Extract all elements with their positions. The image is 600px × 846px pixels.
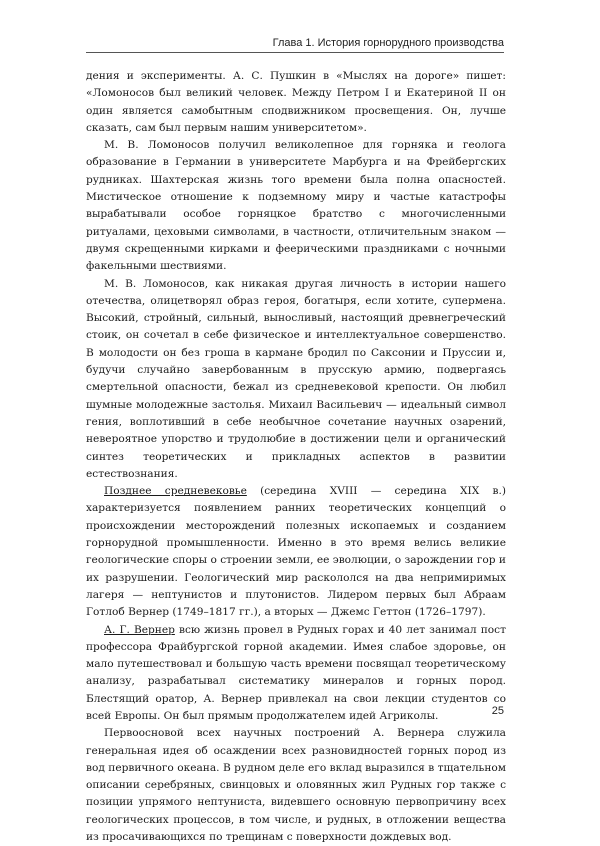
- body-text: [86, 68, 506, 846]
- running-head: [0, 0, 600, 50]
- werner-name-term: А. Г. Вернер: [104, 623, 175, 636]
- paragraph-6: Первоосновой всех научных построений А. Вернера служила генеральная идея об осаждении всех разновидностей горных пород из вод первичного океана. В рудном деле его вклад выразился в тщательном описании серебряных, свинцовых и оловянных жил Рудных гор также с позиции упрямого нептуниста, видевшего основную первопричину всех геологических процессов, в том числе, и рудных, в отложении вещества из просачивающихся по трещинам с поверхности дождевых вод.: [86, 727, 506, 844]
- paragraph-5: [86, 622, 506, 726]
- paragraph-5-text: всю жизнь провел в Рудных горах и 40 лет занимал пост профессора Фрайбургской горной академии. Имея слабое здоровье, он мало путешествовал и большую часть времени посвящал теоретическому анализу, разрабатывал систематику минералов и горных пород. Блестящий оратор, А. Вернер привлекал на свои лекции студентов со всей Европы. Он был прямым продолжателем идей Агриколы.: [86, 623, 506, 722]
- chapter-running-title: Глава 1. История горнорудного производства: [272, 37, 504, 49]
- page-number: 25: [491, 705, 504, 717]
- paragraph-1: дения и эксперименты. А. С. Пушкин в «Мыслях на дороге» пишет: «Ломоносов был великий человек. Между Петром I и Екатериной II он один является самобытным сподвижником просвещения. Он, лучше сказать, сам был первым нашим университетом».: [86, 70, 506, 134]
- paragraph-2: М. В. Ломоносов получил великолепное для горняка и геолога образование в Германии в университете Марбурга и на Фрейбергских рудниках. Шахтерская жизнь того времени была полна опасностей. Мистическое отношение к подземному миру и частые катастрофы вырабатывали особое горняцкое братство с многочисленными ритуалами, цеховыми символами, в частности, отличительным знаком — двумя скрещенными кирками и феерическими праздниками с ночными факельными шествиями.: [86, 139, 506, 273]
- paragraph-4-text: (середина XVIII — середина XIX в.) характеризуется появлением ранних теоретических концепций о происхождении месторождений полезных ископаемых и созданием горнорудной промышленности. Именно в это время велись великие геологические споры о строении земли, ее эволюции, о зарождении гор и их разрушении. Геологический мир раскололся на два непримиримых лагеря — нептунистов и плутонистов. Лидером первых был Абраам Готлоб Вернер (1749–1817 гг.), а вторых — Джемс Геттон (1726–1797).: [86, 485, 506, 619]
- header-rule: [86, 52, 504, 53]
- paragraph-4: [86, 483, 506, 621]
- late-middle-ages-term: Позднее средневековье: [104, 485, 247, 498]
- paragraph-3: М. В. Ломоносов, как никакая другая личность в истории нашего отечества, олицетворял образ героя, богатыря, если хотите, супермена. Высокий, стройный, сильный, выносливый, настоящий древнегреческий стоик, он сочетал в себе физическое и интеллектуальное совершенство. В молодости он без гроша в кармане бродил по Саксонии и Пруссии и, будучи случайно завербованным в прусскую армию, подвергаясь смертельной опасности, бежал из средневековой крепости. Он любил шумные молодежные застолья. Михаил Васильевич — идеальный символ гения, воплотивший в себе необычное сочетание научных озарений, невероятное упорство и трудолюбие в достижении цели и органический синтез теоретических и прикладных аспектов в развитии естествознания.: [86, 277, 506, 480]
